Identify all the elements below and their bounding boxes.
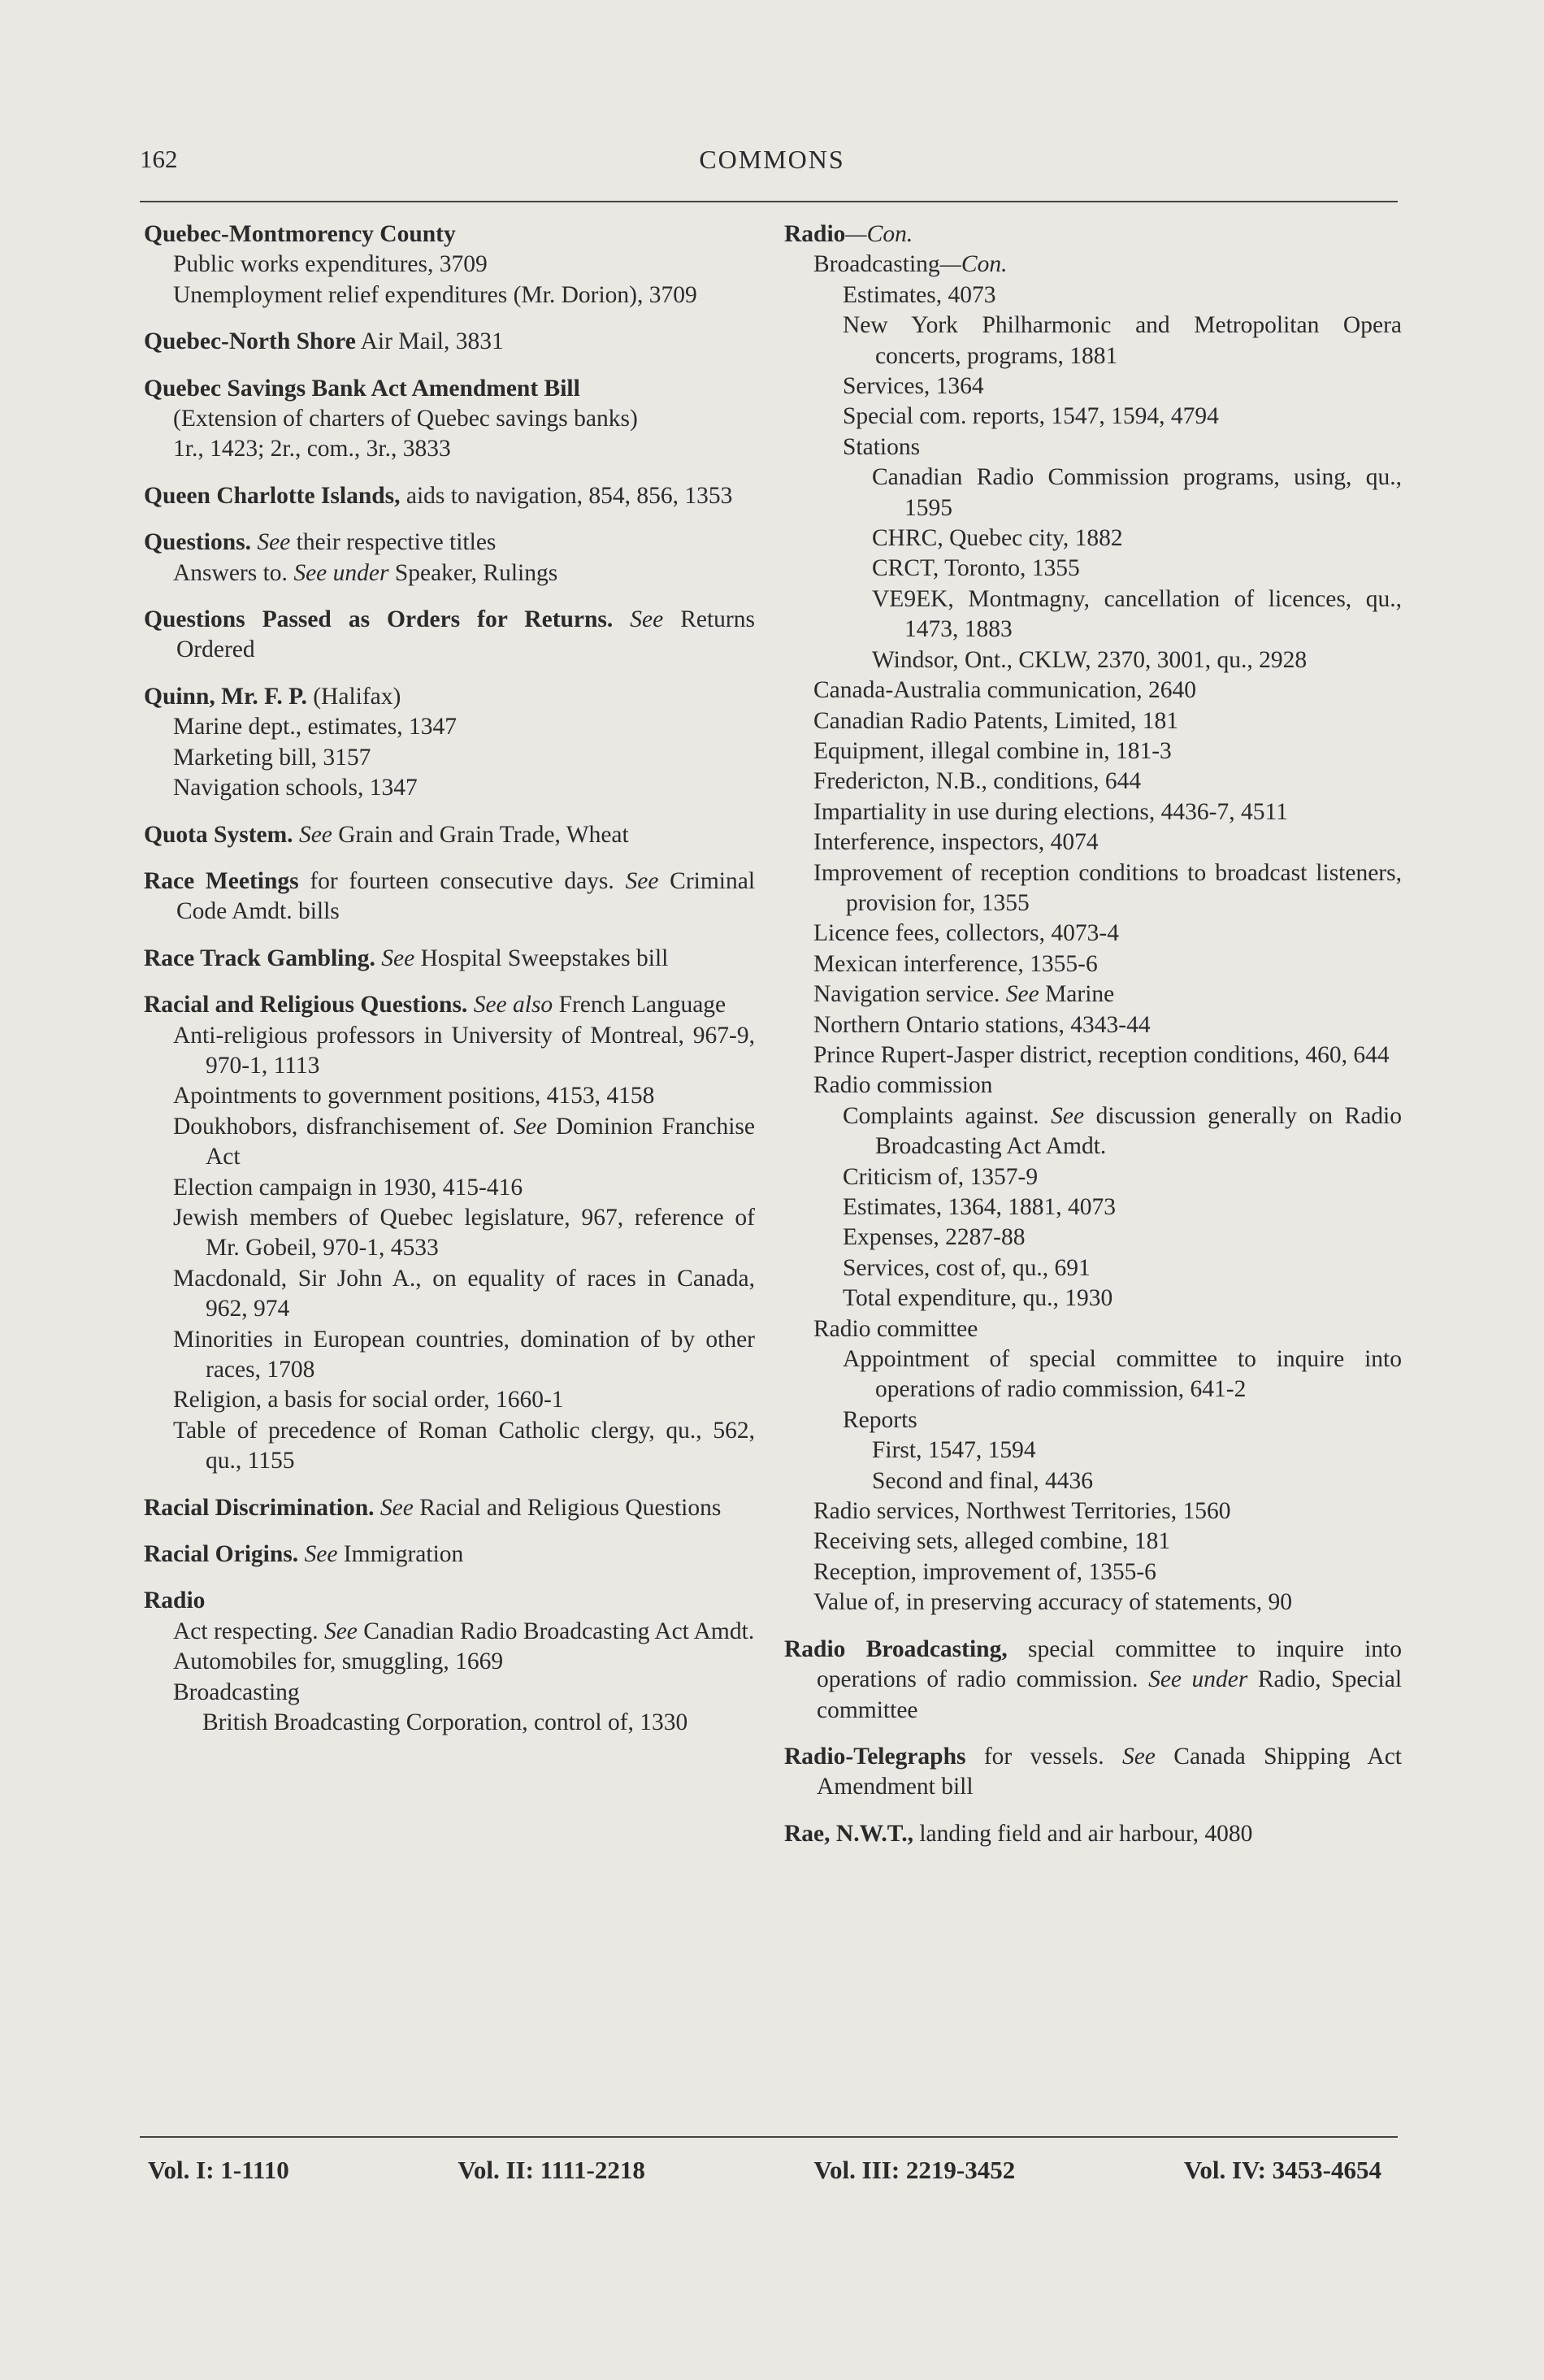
entry-heading-line xyxy=(144,481,755,511)
entry-heading-line xyxy=(144,374,755,404)
sub-entry-text: Reports xyxy=(843,1406,917,1433)
entry-heading-line xyxy=(144,1540,755,1570)
sub-entry xyxy=(784,1101,1402,1162)
sub-entry-text: Election campaign in 1930, 415-416 xyxy=(173,1174,523,1201)
sub-entry-text: Table of precedence of Roman Catholic clergy, qu., 562, qu., 1155 xyxy=(173,1417,755,1474)
cross-reference: See xyxy=(630,606,664,633)
index-entry xyxy=(144,990,755,1477)
sub-entry-text: Minorities in European countries, domination of by other races, 1708 xyxy=(173,1326,755,1383)
entry-heading-line xyxy=(144,820,755,850)
sub-entry-text: Estimates, 1364, 1881, 4073 xyxy=(843,1194,1116,1220)
entry-heading: Questions Passed as Orders for Returns. xyxy=(144,606,614,633)
sub-entry-text: Criticism of, 1357-9 xyxy=(843,1163,1039,1190)
sub-entry-text: Licence fees, collectors, 4073-4 xyxy=(813,920,1119,947)
cross-reference-target: Marine xyxy=(1045,981,1115,1008)
sub-entry-text: Reception, improvement of, 1355-6 xyxy=(813,1558,1156,1585)
sub-entry xyxy=(144,712,755,742)
sub-entry-text: CRCT, Toronto, 1355 xyxy=(872,555,1080,582)
sub-entry-text: Total expenditure, qu., 1930 xyxy=(843,1285,1113,1312)
cross-reference: See xyxy=(323,1618,358,1644)
index-entry xyxy=(144,219,755,311)
index-entry xyxy=(144,944,755,974)
entry-text: for fourteen consecutive days. xyxy=(310,867,614,894)
sub-entry xyxy=(144,1647,755,1677)
sub-entry-text: Interference, inspectors, 4074 xyxy=(813,829,1099,856)
sub-entry-text: (Extension of charters of Quebec savings banks) xyxy=(173,406,638,432)
sub-entry-text: First, 1547, 1594 xyxy=(872,1437,1036,1464)
entry-heading-line xyxy=(144,1493,755,1523)
sub-entry-text: New York Philharmonic and Metropolitan Opera concerts, programs, 1881 xyxy=(843,312,1402,369)
sub-entry-text: Special com. reports, 1547, 1594, 4794 xyxy=(843,403,1219,430)
sub-entry xyxy=(784,1010,1402,1040)
sub-entry-text: Broadcasting xyxy=(173,1679,300,1705)
sub-entry-text: Public works expenditures, 3709 xyxy=(173,251,488,278)
sub-entry xyxy=(144,250,755,280)
cross-reference-target: Canadian Radio Broadcasting Act Amdt. xyxy=(363,1618,755,1644)
cross-reference-target: French Language xyxy=(558,992,726,1018)
sub-entry-text: Complaints against. xyxy=(843,1102,1039,1129)
sub-entry-text: Unemployment relief expenditures (Mr. Dorion), 3709 xyxy=(173,281,697,308)
index-entry xyxy=(784,219,1402,1618)
entry-heading: Quebec-Montmorency County xyxy=(144,221,456,247)
entry-heading: Quebec-North Shore xyxy=(144,328,356,355)
left-column xyxy=(144,219,755,1754)
sub-entry xyxy=(784,1192,1402,1223)
sub-entry xyxy=(784,1283,1402,1314)
cross-reference: See xyxy=(625,867,659,894)
index-entry xyxy=(144,866,755,927)
sub-entry xyxy=(144,1708,755,1738)
entry-text: landing field and air harbour, 4080 xyxy=(919,1820,1253,1847)
index-entry xyxy=(784,1742,1402,1803)
sub-entry xyxy=(144,558,755,588)
sub-entry-text: Doukhobors, disfranchisement of. xyxy=(173,1113,505,1140)
cross-reference-target: Radio, Special committee xyxy=(817,1666,1403,1723)
cross-reference: See xyxy=(379,1494,414,1521)
sub-entry xyxy=(144,1617,755,1647)
cross-reference: —Con. xyxy=(939,251,1008,278)
sub-entry-text: Macdonald, Sir John A., on equality of races in Canada, 962, 974 xyxy=(173,1265,755,1322)
entry-heading-line xyxy=(144,327,755,357)
sub-entry-text: Apointments to government positions, 4153, 4158 xyxy=(173,1083,655,1110)
running-head: COMMONS xyxy=(699,145,845,174)
entry-heading: Radio Broadcasting, xyxy=(784,1635,1008,1662)
entry-heading-line xyxy=(144,605,755,666)
sub-entry xyxy=(144,1173,755,1203)
sub-entry xyxy=(784,1071,1402,1101)
sub-entry xyxy=(144,404,755,434)
right-column xyxy=(784,219,1402,1865)
sub-entry-text: Marine dept., estimates, 1347 xyxy=(173,714,458,740)
sub-entry-text: Second and final, 4436 xyxy=(872,1467,1093,1494)
sub-entry xyxy=(784,675,1402,706)
sub-entry xyxy=(784,645,1402,675)
index-entry xyxy=(144,1493,755,1523)
entry-heading: Quebec Savings Bank Act Amendment Bill xyxy=(144,375,580,402)
sub-entry-text: Radio services, Northwest Territories, 1560 xyxy=(813,1498,1231,1525)
cross-reference-target: discussion generally on Radio Broadcasting Act Amdt. xyxy=(875,1102,1403,1160)
sub-entry-text: Improvement of reception conditions to broadcast listeners, provision for, 1355 xyxy=(813,859,1402,916)
sub-entry xyxy=(784,919,1402,949)
sub-entry xyxy=(784,797,1402,827)
sub-entry xyxy=(784,827,1402,858)
sub-entry-text: CHRC, Quebec city, 1882 xyxy=(872,525,1123,552)
entry-heading-line xyxy=(144,219,755,250)
cross-reference-target: Immigration xyxy=(343,1541,464,1568)
entry-heading-line xyxy=(144,528,755,558)
sub-entry xyxy=(784,1435,1402,1466)
sub-entry-text: Value of, in preserving accuracy of statements, 90 xyxy=(813,1589,1292,1616)
sub-entry-text: Navigation schools, 1347 xyxy=(173,775,418,801)
sub-entry xyxy=(784,554,1402,584)
sub-entry xyxy=(784,371,1402,402)
sub-entry xyxy=(784,432,1402,463)
sub-entry-text: Canada-Australia communication, 2640 xyxy=(813,677,1197,704)
sub-entry-text: Receiving sets, alleged combine, 181 xyxy=(813,1528,1171,1555)
cross-reference-target: Dominion Franchise Act xyxy=(206,1113,756,1170)
index-entry xyxy=(144,1540,755,1570)
sub-entry xyxy=(784,250,1402,280)
entry-heading-line xyxy=(784,219,1402,250)
sub-entry xyxy=(784,1040,1402,1071)
sub-entry xyxy=(144,743,755,773)
cross-reference: See xyxy=(304,1541,338,1568)
cross-reference-target: Returns Ordered xyxy=(176,606,755,663)
entry-heading: Racial Discrimination. xyxy=(144,1494,375,1521)
sub-entry-text: British Broadcasting Corporation, control of, 1330 xyxy=(202,1709,688,1736)
volume-footer xyxy=(148,2156,1381,2185)
entry-text: special committee to inquire into operations of radio commission. xyxy=(817,1635,1402,1693)
entry-heading-line xyxy=(784,1819,1402,1849)
cross-reference: See under xyxy=(293,559,389,586)
sub-entry xyxy=(784,311,1402,371)
cross-reference: See under xyxy=(1148,1666,1248,1693)
index-entry xyxy=(784,1635,1402,1726)
sub-entry-text: Estimates, 4073 xyxy=(843,281,996,308)
entry-text: Air Mail, 3831 xyxy=(360,328,504,355)
sub-entry-text: Expenses, 2287-88 xyxy=(843,1224,1026,1251)
sub-entry-text: Windsor, Ont., CKLW, 2370, 3001, qu., 2928 xyxy=(872,646,1308,673)
entry-heading-line xyxy=(144,866,755,927)
entry-heading: Racial and Religious Questions. xyxy=(144,992,468,1018)
entry-heading: Race Track Gambling. xyxy=(144,945,375,971)
index-entry xyxy=(144,327,755,357)
sub-entry xyxy=(144,1021,755,1082)
sub-entry xyxy=(784,1344,1402,1405)
sub-entry xyxy=(144,434,755,464)
sub-entry-text: Services, cost of, qu., 691 xyxy=(843,1254,1091,1281)
cross-reference: See xyxy=(514,1113,548,1140)
volume-range: Vol. II: 1111-2218 xyxy=(458,2156,645,2184)
sub-entry-text: Fredericton, N.B., conditions, 644 xyxy=(813,768,1142,795)
sub-entry-text: 1r., 1423; 2r., com., 3r., 3833 xyxy=(173,436,451,463)
sub-entry xyxy=(784,1253,1402,1283)
entry-heading-line xyxy=(144,682,755,712)
sub-entry xyxy=(784,1223,1402,1253)
sub-entry xyxy=(144,1081,755,1111)
sub-entry-text: Anti-religious professors in University of Montreal, 967-9, 970-1, 1113 xyxy=(173,1022,755,1079)
cross-reference-target: Hospital Sweepstakes bill xyxy=(420,945,669,971)
cross-reference: See xyxy=(1051,1102,1085,1129)
sub-entry xyxy=(784,1496,1402,1527)
entry-heading: Radio xyxy=(144,1587,206,1614)
entry-heading: Quota System. xyxy=(144,821,293,848)
sub-entry xyxy=(144,1325,755,1386)
sub-entry xyxy=(784,736,1402,767)
sub-entry xyxy=(784,1587,1402,1618)
sub-entry-text: Act respecting. xyxy=(173,1618,319,1644)
sub-entry-text: Impartiality in use during elections, 4436-7, 4511 xyxy=(813,798,1288,825)
sub-entry-text: Broadcasting xyxy=(813,251,940,278)
sub-entry-text: Religion, a basis for social order, 1660-1 xyxy=(173,1387,564,1414)
entry-heading-line xyxy=(144,1586,755,1616)
entry-text: aids to navigation, 854, 856, 1353 xyxy=(406,482,733,509)
entry-heading: Rae, N.W.T., xyxy=(784,1820,913,1847)
entry-heading-line xyxy=(784,1742,1402,1803)
volume-range: Vol. III: 2219-3452 xyxy=(813,2156,1016,2184)
sub-entry xyxy=(144,773,755,803)
entry-heading: Radio-Telegraphs xyxy=(784,1743,966,1770)
cross-reference: See xyxy=(1005,981,1039,1008)
entry-heading: Queen Charlotte Islands, xyxy=(144,482,401,509)
sub-entry-text: Radio commission xyxy=(813,1072,993,1099)
cross-reference: See xyxy=(381,945,415,971)
cross-reference: —Con. xyxy=(845,221,913,247)
sub-entry-text: Northern Ontario stations, 4343-44 xyxy=(813,1011,1151,1038)
sub-entry xyxy=(784,858,1402,919)
entry-text: for vessels. xyxy=(983,1743,1104,1770)
sub-entry xyxy=(784,706,1402,736)
entry-heading-line xyxy=(144,944,755,974)
entry-heading: Quinn, Mr. F. P. xyxy=(144,683,307,710)
sub-entry xyxy=(784,1162,1402,1192)
cross-reference-target: Criminal Code Amdt. bills xyxy=(176,867,756,925)
sub-entry-text: Equipment, illegal combine in, 181-3 xyxy=(813,737,1172,764)
sub-entry-text: Marketing bill, 3157 xyxy=(173,744,371,771)
sub-entry xyxy=(784,1314,1402,1344)
sub-entry xyxy=(144,1112,755,1173)
volume-range: Vol. IV: 3453-4654 xyxy=(1183,2156,1381,2184)
sub-entry-text: Mexican interference, 1355-6 xyxy=(813,950,1098,977)
entry-heading: Questions. xyxy=(144,529,251,556)
cross-reference-target: Grain and Grain Trade, Wheat xyxy=(338,821,629,848)
sub-entry xyxy=(144,1203,755,1264)
sub-entry xyxy=(784,979,1402,1010)
sub-entry xyxy=(144,280,755,311)
bottom-rule xyxy=(140,2136,1398,2138)
top-rule xyxy=(140,201,1398,202)
sub-entry-text: VE9EK, Montmagny, cancellation of licences, qu., 1473, 1883 xyxy=(872,585,1402,643)
sub-entry-text: Jewish members of Quebec legislature, 967, reference of Mr. Gobeil, 970-1, 4533 xyxy=(173,1204,755,1262)
sub-entry-text: Canadian Radio Patents, Limited, 181 xyxy=(813,707,1178,734)
sub-entry xyxy=(784,949,1402,979)
index-entry xyxy=(784,1819,1402,1849)
cross-reference-target: Canada Shipping Act Amendment bill xyxy=(817,1743,1402,1800)
index-entry xyxy=(144,682,755,804)
index-entry xyxy=(144,605,755,666)
cross-reference: See xyxy=(257,529,291,556)
sub-entry xyxy=(784,280,1402,311)
sub-entry xyxy=(784,463,1402,523)
sub-entry xyxy=(784,1557,1402,1587)
sub-entry xyxy=(144,1264,755,1325)
sub-entry-text: Automobiles for, smuggling, 1669 xyxy=(173,1648,504,1675)
cross-reference-target: Racial and Religious Questions xyxy=(419,1494,722,1521)
entry-heading: Race Meetings xyxy=(144,867,299,894)
cross-reference: See xyxy=(1121,1743,1156,1770)
sub-entry xyxy=(144,1416,755,1477)
cross-reference-target: their respective titles xyxy=(296,529,497,556)
entry-text: (Halifax) xyxy=(313,683,401,710)
sub-entry xyxy=(784,584,1402,645)
sub-entry xyxy=(784,767,1402,797)
entry-heading-line xyxy=(144,990,755,1020)
sub-entry-text: Prince Rupert-Jasper district, reception conditions, 460, 644 xyxy=(813,1041,1390,1068)
sub-entry xyxy=(784,1527,1402,1557)
sub-entry xyxy=(144,1385,755,1415)
sub-entry-text: Navigation service. xyxy=(813,981,1000,1008)
sub-entry xyxy=(784,1466,1402,1496)
index-entry xyxy=(144,528,755,588)
sub-entry xyxy=(144,1678,755,1708)
sub-entry-text: Radio committee xyxy=(813,1315,978,1342)
sub-entry-text: Canadian Radio Commission programs, using, qu., 1595 xyxy=(872,464,1402,521)
sub-entry-text: Answers to. xyxy=(173,559,288,586)
index-entry xyxy=(144,1586,755,1738)
sub-entry xyxy=(784,402,1402,432)
index-entry xyxy=(144,481,755,511)
volume-range: Vol. I: 1-1110 xyxy=(148,2156,289,2184)
sub-entry-text: Stations xyxy=(843,433,921,460)
page-number: 162 xyxy=(140,145,178,173)
sub-entry-text: Appointment of special committee to inquire into operations of radio commission, 641-2 xyxy=(843,1346,1402,1403)
sub-entry-text: Services, 1364 xyxy=(843,373,984,400)
sub-entry xyxy=(784,523,1402,554)
cross-reference: See xyxy=(298,821,332,848)
entry-heading: Radio xyxy=(784,221,846,247)
entry-heading-line xyxy=(784,1635,1402,1726)
index-entry xyxy=(144,820,755,850)
sub-entry xyxy=(784,1405,1402,1435)
cross-reference-target: Speaker, Rulings xyxy=(394,559,558,586)
index-entry xyxy=(144,374,755,465)
cross-reference: See also xyxy=(473,992,553,1018)
entry-heading: Racial Origins. xyxy=(144,1541,299,1568)
